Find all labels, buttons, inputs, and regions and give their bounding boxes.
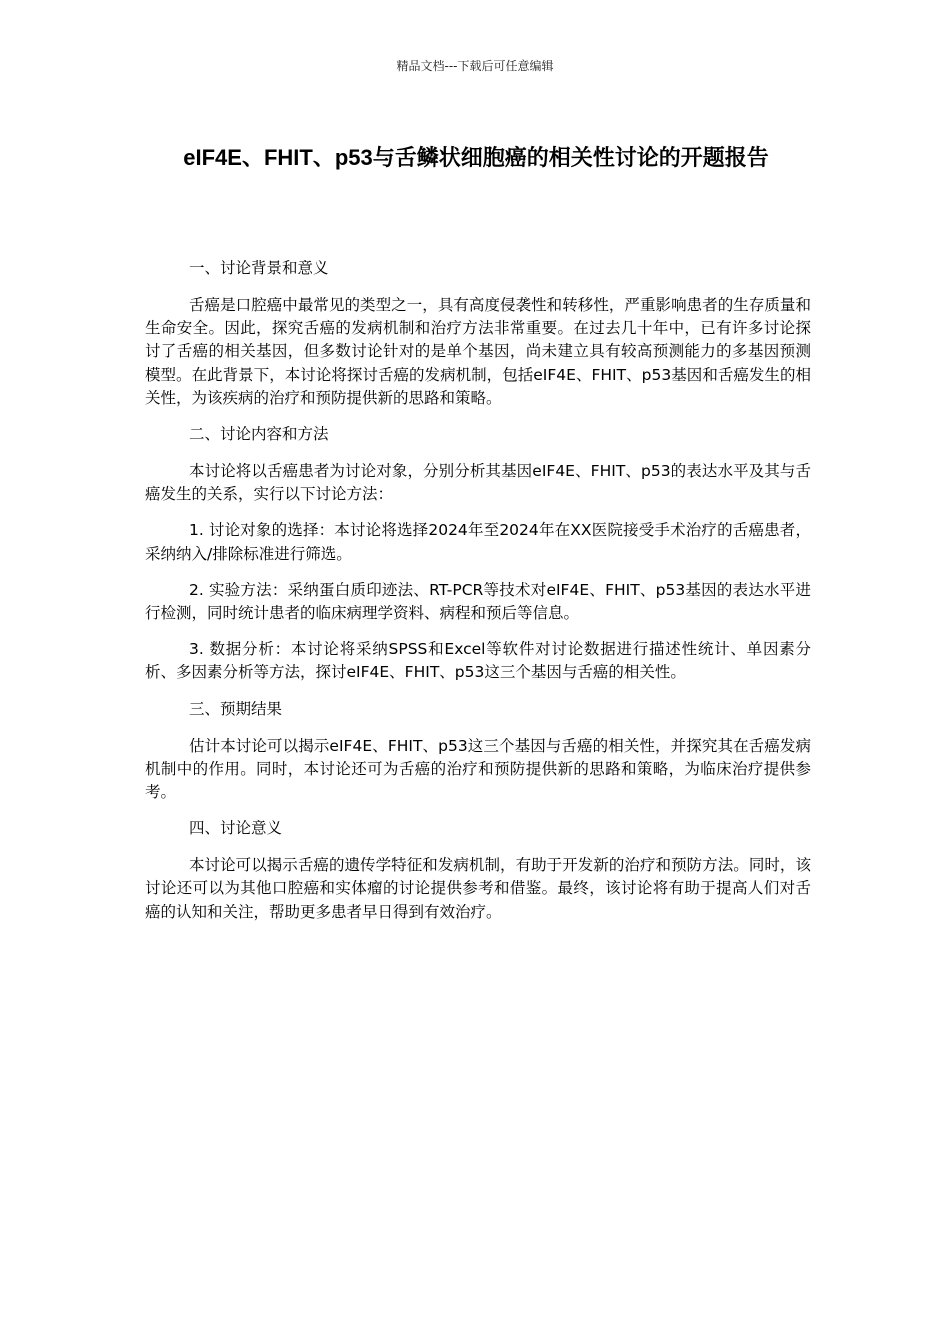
paragraph: 1. 讨论对象的选择：本讨论将选择2024年至2024年在XX医院接受手术治疗的舌癌患者，采纳纳入/排除标准进行筛选。 xyxy=(145,521,811,563)
paragraph: 3. 数据分析：本讨论将采纳SPSS和Excel等软件对讨论数据进行描述性统计、单因素分析、多因素分析等方法，探讨eIF4E、FHIT、p53这三个基因与舌癌的相关性。 xyxy=(145,640,811,682)
section-heading: 二、讨论内容和方法 xyxy=(189,425,329,444)
section-expected-results xyxy=(145,698,811,805)
section-content-methods xyxy=(145,423,811,685)
section-heading: 一、讨论背景和意义 xyxy=(189,259,329,277)
section-heading: 四、讨论意义 xyxy=(189,819,283,838)
document-body xyxy=(145,257,811,937)
paragraph: 舌癌是口腔癌中最常见的类型之一，具有高度侵袭性和转移性，严重影响患者的生存质量和生命安全。因此，探究舌癌的发病机制和治疗方法非常重要。在过去几十年中，已有许多讨论探讨了舌癌的相关基因，但多数讨论针对的是单个基因，尚未建立具有较高预测能力的多基因预测模型。在此背景下，本讨论将探讨舌癌的发病机制，包括eIF4E、FHIT、p53基因和舌癌发生的相关性，为该疾病的治疗和预防提供新的思路和策略。 xyxy=(145,296,811,407)
paragraph: 本讨论将以舌癌患者为讨论对象，分别分析其基因eIF4E、FHIT、p53的表达水平及其与舌癌发生的关系，实行以下讨论方法： xyxy=(145,462,811,504)
paragraph: 估计本讨论可以揭示eIF4E、FHIT、p53这三个基因与舌癌的相关性，并探究其在舌癌发病机制中的作用。同时，本讨论还可为舌癌的治疗和预防提供新的思路和策略，为临床治疗提供参考。 xyxy=(145,736,811,802)
section-background xyxy=(145,257,811,410)
paragraph: 本讨论可以揭示舌癌的遗传学特征和发病机制，有助于开发新的治疗和预防方法。同时，该讨论还可以为其他口腔癌和实体瘤的讨论提供参考和借鉴。最终，该讨论将有助于提高人们对舌癌的认知和关注，帮助更多患者早日得到有效治疗。 xyxy=(145,856,811,921)
section-heading: 三、预期结果 xyxy=(189,699,283,718)
document-title: eIF4E、FHIT、p53与舌鳞状细胞癌的相关性讨论的开题报告 xyxy=(183,145,769,170)
header-note: 精品文档---下载后可任意编辑 xyxy=(396,59,554,73)
section-significance xyxy=(145,817,811,924)
paragraph: 2. 实验方法：采纳蛋白质印迹法、RT-PCR等技术对eIF4E、FHIT、p53基因的表达水平进行检测，同时统计患者的临床病理学资料、病程和预后等信息。 xyxy=(145,580,811,623)
